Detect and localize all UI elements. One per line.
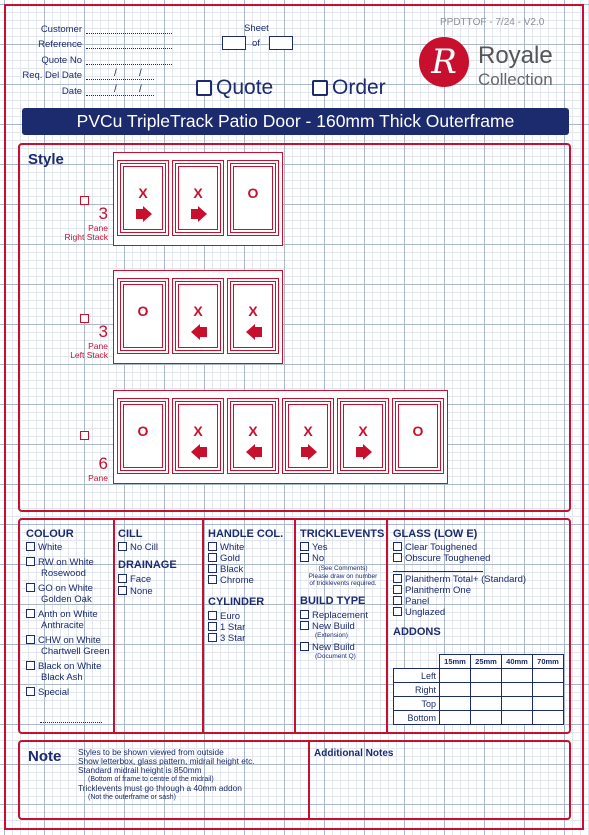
tricklevents-no[interactable] (300, 553, 386, 564)
build-heading: BUILD TYPE (300, 594, 366, 607)
handle-gold[interactable] (208, 553, 283, 564)
note-line: (See Comments) (318, 565, 368, 572)
logo-word-royale: Royale (478, 42, 553, 69)
pane-mark: X (248, 303, 258, 319)
pane-word: Pane (88, 473, 108, 483)
table-cell[interactable] (471, 711, 502, 725)
checkbox[interactable] (393, 607, 402, 616)
checkbox[interactable] (300, 553, 309, 562)
checkbox[interactable] (26, 661, 35, 670)
divider (113, 520, 115, 732)
colour-heading: COLOUR (26, 528, 74, 540)
option-label: Anth on White (38, 609, 98, 620)
stack-word: Left Stack (70, 350, 108, 360)
option-label: Gold (220, 553, 241, 564)
checkbox[interactable] (208, 553, 217, 562)
divider (202, 520, 204, 732)
table-header: 70mm (533, 655, 564, 669)
glass-divider (393, 564, 483, 572)
pane-mark: O (137, 423, 149, 439)
royale-logo-icon: R (419, 37, 469, 87)
checkbox[interactable] (208, 564, 217, 573)
option-label: Planitherm Total+ (Standard) (405, 574, 527, 585)
tricklevents-note (300, 565, 386, 588)
cylinder-euro[interactable] (208, 611, 283, 622)
addons-heading: ADDONS (393, 626, 441, 638)
req-del-date-label: Req. Del Date (22, 70, 82, 81)
table-row (394, 697, 564, 711)
tricklevents-group (300, 528, 386, 661)
pane-mark: X (248, 423, 258, 439)
option-label: 1 Star (220, 622, 246, 633)
date-sep: / (139, 84, 142, 95)
glass-heading: GLASS (LOW E) (393, 528, 478, 540)
checkbox[interactable] (208, 622, 217, 631)
arrow-right-icon (136, 206, 152, 222)
pane-count: 3 (98, 322, 108, 341)
note-line: Styles to be shown viewed from outside (78, 747, 224, 757)
pane-mark: X (193, 303, 203, 319)
door-pane (227, 398, 279, 474)
table-row (394, 655, 564, 669)
table-cell[interactable] (440, 711, 471, 725)
checkbox[interactable] (208, 633, 217, 642)
door-pane (117, 278, 169, 354)
sheet-label: Sheet (244, 23, 269, 34)
drainage-none[interactable] (118, 586, 177, 597)
door-pane (227, 160, 279, 236)
option-label: Clear Toughened (405, 542, 478, 553)
date-label: Date (61, 86, 82, 97)
reference-field[interactable] (86, 39, 172, 49)
door-pane (282, 398, 334, 474)
colour-white[interactable] (26, 542, 110, 553)
table-cell[interactable] (471, 683, 502, 697)
pane-mark: X (193, 423, 203, 439)
quote-checkbox[interactable] (196, 80, 212, 96)
build-sub-doc-q: (Document Q) (315, 653, 356, 660)
door-pane (117, 398, 169, 474)
quote-no-label: Quote No (41, 55, 82, 66)
glass-unglazed[interactable] (393, 607, 526, 618)
pane-mark: O (137, 303, 149, 319)
pane-mark: O (412, 423, 424, 439)
table-cell[interactable] (502, 669, 533, 683)
divider (294, 520, 296, 732)
drainage-heading: DRAINAGE (118, 559, 177, 571)
req-del-date-field[interactable] (86, 70, 154, 80)
option-label: Black on White (38, 661, 102, 672)
build-replacement[interactable] (300, 610, 386, 621)
note-line: Show letterbox, glass pattern, midrail height etc. (78, 756, 255, 766)
note-line: Standard midrail height is 850mm (78, 765, 202, 775)
row-label: Right (394, 683, 440, 697)
handle-chrome[interactable] (208, 575, 283, 586)
colour-chw[interactable] (26, 635, 110, 646)
logo-word-collection: Collection (478, 70, 553, 89)
note-line: Tricklevents must go through a 40mm addon (78, 783, 242, 793)
option-label: Obscure Toughened (405, 553, 491, 564)
table-header: 15mm (440, 655, 471, 669)
checkbox[interactable] (300, 621, 309, 630)
colour-anth[interactable] (26, 609, 110, 620)
checkbox[interactable] (26, 583, 35, 592)
arrow-left-icon (246, 324, 262, 340)
glass-clear[interactable] (393, 542, 526, 553)
divider (386, 520, 388, 732)
table-cell[interactable] (502, 711, 533, 725)
checkbox[interactable] (393, 585, 402, 594)
option-label: White (38, 542, 63, 553)
of-label: of (252, 38, 260, 49)
pane-mark: X (193, 185, 203, 201)
handle-black[interactable] (208, 564, 283, 575)
build-new-doc-q[interactable] (300, 642, 386, 653)
option-label: New Build (312, 620, 355, 632)
pane-count: 6 (98, 454, 108, 473)
checkbox[interactable] (300, 542, 309, 551)
option-label: Anthracite (41, 620, 84, 631)
table-cell[interactable] (440, 697, 471, 711)
checkbox[interactable] (300, 610, 309, 619)
glass-obscure[interactable] (393, 553, 526, 564)
table-header: 25mm (471, 655, 502, 669)
note-line: Please draw on number (308, 572, 378, 580)
order-label: Order (332, 76, 386, 99)
door-pane (172, 160, 224, 236)
option-label: New Build (312, 642, 355, 653)
table-cell[interactable] (471, 669, 502, 683)
arrow-right-icon (301, 444, 317, 460)
arrow-right-icon (191, 206, 207, 222)
door-pane (117, 160, 169, 236)
note-line: of tricklevents required. (309, 580, 377, 587)
handle-white[interactable] (208, 542, 283, 553)
colour-chartwell[interactable] (26, 646, 110, 657)
table-row (394, 711, 564, 725)
option-label: Replacement (312, 609, 368, 621)
pane-mark: X (303, 423, 313, 439)
row-label: Bottom (394, 711, 440, 725)
checkbox[interactable] (393, 542, 402, 551)
date-sep: / (114, 68, 117, 79)
page-title: PVCu TripleTrack Patio Door - 160mm Thick Outerframe (22, 108, 569, 135)
arrow-left-icon (191, 444, 207, 460)
tricklevents-heading: TRICKLEVENTS (300, 528, 385, 540)
order-checkbox[interactable] (312, 80, 328, 96)
option-label: Golden Oak (41, 594, 92, 605)
style-6-checkbox[interactable] (80, 431, 89, 440)
option-label: Chartwell Green (41, 646, 110, 657)
pane-count: 3 (98, 204, 108, 223)
note-line: (Not the outerframe or sash) (88, 794, 176, 801)
table-cell[interactable] (533, 711, 564, 725)
table-row (394, 683, 564, 697)
quote-option[interactable] (196, 76, 273, 100)
checkbox[interactable] (118, 542, 127, 551)
handle-group (208, 528, 283, 644)
table-row (394, 669, 564, 683)
note-heading: Note (28, 748, 62, 765)
build-sub-extension: (Extension) (315, 631, 348, 639)
option-label: Rosewood (41, 568, 86, 579)
colour-group (26, 528, 110, 698)
option-label: Unglazed (405, 607, 446, 618)
option-label: No Cill (130, 542, 158, 553)
style-caption (50, 224, 108, 242)
style-heading: Style (28, 151, 64, 168)
style-caption (50, 342, 108, 360)
doc-code: PPDTTOF - 7/24 - V2.0 (440, 17, 545, 28)
sheet-total-box[interactable] (269, 36, 293, 50)
checkbox[interactable] (208, 575, 217, 584)
divider (308, 742, 310, 818)
colour-black-ash[interactable] (26, 672, 110, 683)
cill-heading: CILL (118, 528, 143, 540)
option-label: Special (38, 687, 70, 698)
drainage-face[interactable] (118, 574, 177, 585)
table-cell[interactable] (440, 683, 471, 697)
checkbox[interactable] (393, 553, 402, 562)
note-lines (78, 748, 255, 802)
additional-notes-heading: Additional Notes (314, 748, 394, 759)
option-label: White (220, 542, 245, 553)
door-pane (227, 278, 279, 354)
glass-panel[interactable] (393, 596, 526, 607)
stack-word: Right Stack (64, 232, 108, 242)
style-caption (50, 474, 108, 483)
cylinder-1-star[interactable] (208, 622, 283, 633)
date-field[interactable] (86, 86, 154, 96)
colour-special[interactable] (26, 687, 110, 698)
arrow-right-icon (356, 444, 372, 460)
colour-go[interactable] (26, 583, 110, 594)
pane-mark: O (247, 185, 259, 201)
colour-rosewood[interactable] (26, 568, 110, 579)
pane-mark: X (358, 423, 368, 439)
customer-label: Customer (40, 24, 82, 35)
checkbox[interactable] (393, 574, 402, 583)
checkbox[interactable] (393, 596, 402, 605)
customer-field[interactable] (86, 24, 172, 34)
option-label: Planitherm One (405, 585, 472, 596)
table-cell[interactable] (502, 697, 533, 711)
checkbox[interactable] (26, 609, 35, 618)
option-label: No (312, 553, 325, 564)
reference-label: Reference (38, 39, 82, 50)
table-cell[interactable] (533, 683, 564, 697)
checkbox[interactable] (300, 642, 309, 651)
arrow-left-icon (191, 324, 207, 340)
glass-group (393, 528, 526, 639)
option-label: Chrome (220, 575, 254, 586)
checkbox[interactable] (208, 542, 217, 551)
checkbox[interactable] (26, 542, 35, 551)
arrow-left-icon (246, 444, 262, 460)
table-cell[interactable] (533, 669, 564, 683)
option-label: Yes (312, 542, 328, 553)
table-cell[interactable] (533, 697, 564, 711)
row-label: Left (394, 669, 440, 683)
glass-planitherm-total[interactable] (393, 574, 526, 585)
date-sep: / (139, 68, 142, 79)
special-field[interactable] (40, 722, 102, 723)
cylinder-heading: CYLINDER (208, 596, 265, 608)
quote-label: Quote (216, 76, 274, 99)
cylinder-3-star[interactable] (208, 633, 283, 644)
handle-heading: HANDLE COL. (208, 528, 284, 540)
colour-black[interactable] (26, 661, 110, 672)
tricklevents-yes[interactable] (300, 542, 386, 553)
table-corner (394, 655, 440, 669)
table-cell[interactable] (502, 683, 533, 697)
door-pane (337, 398, 389, 474)
checkbox[interactable] (118, 586, 127, 595)
colour-rw[interactable] (26, 557, 110, 568)
option-label: CHW on White (38, 635, 101, 646)
sheet-number-box[interactable] (222, 36, 246, 50)
additional-notes-field[interactable] (312, 762, 567, 816)
checkbox[interactable] (26, 635, 35, 644)
option-label: 3 Star (220, 633, 246, 644)
option-label: Face (130, 574, 152, 585)
option-label: RW on White (38, 557, 94, 568)
option-label: GO on White (38, 583, 93, 594)
note-line: (Bottom of frame to centre of the midrail) (88, 776, 214, 783)
checkbox[interactable] (208, 611, 217, 620)
pane-mark: X (138, 185, 148, 201)
table-cell[interactable] (440, 669, 471, 683)
door-pane (172, 278, 224, 354)
door-pane (172, 398, 224, 474)
row-label: Top (394, 697, 440, 711)
option-label: Euro (220, 611, 241, 622)
colour-anthracite[interactable] (26, 620, 110, 631)
quote-no-field[interactable] (86, 55, 172, 65)
option-label: Black (220, 564, 244, 575)
pane-word: Pane (88, 223, 108, 233)
cill-no-cill[interactable] (118, 542, 177, 553)
door-pane (392, 398, 444, 474)
pane-word: Pane (88, 341, 108, 351)
table-cell[interactable] (471, 697, 502, 711)
build-new-extension[interactable] (300, 621, 386, 632)
checkbox[interactable] (118, 574, 127, 583)
checkbox[interactable] (26, 557, 35, 566)
colour-golden-oak[interactable] (26, 594, 110, 605)
glass-planitherm-one[interactable] (393, 585, 526, 596)
table-header: 40mm (502, 655, 533, 669)
option-label: None (130, 586, 153, 597)
checkbox[interactable] (26, 687, 35, 696)
date-sep: / (114, 84, 117, 95)
order-option[interactable] (312, 76, 386, 100)
option-label: Panel (405, 596, 430, 607)
cill-group (118, 528, 177, 597)
option-label: Black Ash (41, 672, 83, 683)
addons-table (393, 654, 564, 725)
